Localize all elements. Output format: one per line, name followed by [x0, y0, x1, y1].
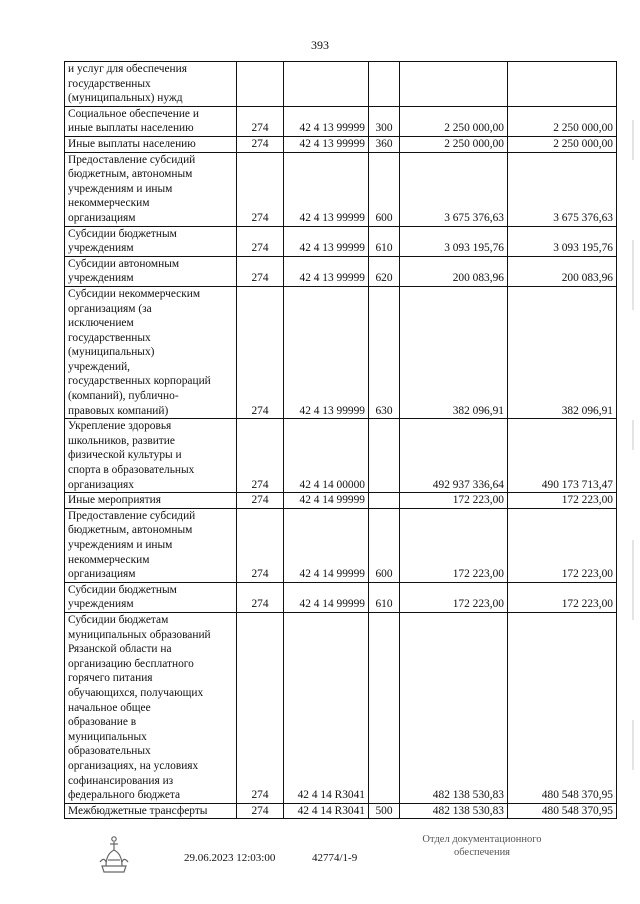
target-article-cell: 42 4 14 99999 [284, 493, 369, 509]
row-name-line: учреждениям и иным [68, 539, 173, 551]
amount-second-cell: 480 548 370,95 [508, 803, 617, 819]
target-article-cell: 42 4 14 R3041 [284, 612, 369, 803]
row-name-line: некоммерческим [68, 553, 150, 566]
page-number: 393 [311, 38, 329, 52]
row-name-line: государственных [68, 77, 151, 90]
row-name-line: физической культуры и [68, 449, 182, 462]
amount-second-cell: 200 083,96 [508, 256, 617, 286]
row-name-line: начальное общее [68, 701, 151, 714]
amount-second-cell: 2 250 000,00 [508, 106, 617, 136]
dept-code-cell: 274 [237, 106, 284, 136]
dept-code-cell: 274 [237, 803, 284, 819]
row-name-line: муниципальных [68, 730, 147, 743]
footer-timestamp: 29.06.2023 12:03:00 [184, 852, 276, 864]
row-name-line: бюджетным, автономным [68, 168, 193, 181]
row-name-line: Субсидии бюджетным [68, 227, 177, 240]
row-name-line: организациях, на условиях [68, 759, 199, 772]
coat-of-arms-icon [94, 832, 134, 874]
amount-second-cell: 172 223,00 [508, 493, 617, 509]
dept-code-cell: 274 [237, 256, 284, 286]
table-row [65, 419, 617, 493]
amount-first-cell: 3 093 195,76 [400, 226, 508, 256]
row-name-line: учреждениям [68, 598, 134, 611]
row-name-line: некоммерческим [68, 197, 150, 210]
row-name-line: учреждениям и иным [68, 182, 173, 195]
amount-second-cell: 382 096,91 [508, 286, 617, 418]
row-name-line: горячего питания [68, 672, 153, 685]
expense-type-cell [369, 612, 400, 803]
dept-code-cell: 274 [237, 226, 284, 256]
table-row [65, 62, 617, 107]
expense-type-cell: 500 [369, 803, 400, 819]
amount-first-cell: 382 096,91 [400, 286, 508, 418]
row-name-line: организациях [68, 478, 134, 491]
row-name-line: Иные выплаты населению [68, 137, 196, 150]
amount-second-cell: 490 173 713,47 [508, 419, 617, 493]
target-article-cell: 42 4 14 99999 [284, 508, 369, 582]
row-name-line: обучающихся, получающих [68, 686, 204, 699]
table-row [65, 508, 617, 582]
target-article-cell: 42 4 13 99999 [284, 286, 369, 418]
expense-type-cell: 610 [369, 226, 400, 256]
amount-second-cell: 3 093 195,76 [508, 226, 617, 256]
row-name-line: государственных [68, 331, 151, 344]
table-row [65, 286, 617, 418]
row-name-cell [65, 256, 237, 286]
dept-code-cell [237, 62, 284, 107]
table-row [65, 136, 617, 152]
footer-document-code: 42774/1-9 [312, 852, 358, 864]
amount-first-cell: 172 223,00 [400, 493, 508, 509]
row-name-line: бюджетным, автономным [68, 524, 193, 537]
row-name-line: и услуг для обеспечения [68, 63, 187, 75]
budget-table [64, 61, 617, 819]
table-row [65, 256, 617, 286]
table-row [65, 152, 617, 226]
table-row [65, 106, 617, 136]
row-name-line: Межбюджетные трансферты [68, 804, 208, 817]
row-name-line: организациям (за [68, 302, 152, 315]
row-name-cell [65, 62, 237, 107]
amount-first-cell: 482 138 530,83 [400, 803, 508, 819]
amount-first-cell: 482 138 530,83 [400, 612, 508, 803]
row-name-line: правовых компаний) [68, 404, 169, 417]
row-name-line: иные выплаты населению [68, 122, 194, 135]
row-name-line: федерального бюджета [68, 789, 181, 802]
row-name-cell [65, 493, 237, 509]
amount-first-cell: 3 675 376,63 [400, 152, 508, 226]
row-name-line: Социальное обеспечение и [68, 107, 199, 120]
dept-code-cell: 274 [237, 582, 284, 612]
row-name-line: Предоставление субсидий [68, 153, 196, 166]
expense-type-cell: 300 [369, 106, 400, 136]
target-article-cell: 42 4 13 99999 [284, 226, 369, 256]
amount-second-cell [508, 62, 617, 107]
row-name-line: Субсидии автономным [68, 257, 180, 270]
budget-table-body [65, 62, 617, 819]
amount-first-cell: 172 223,00 [400, 582, 508, 612]
expense-type-cell: 360 [369, 136, 400, 152]
dept-code-cell: 274 [237, 508, 284, 582]
row-name-line: школьников, развитие [68, 434, 175, 447]
amount-first-cell: 492 937 336,64 [400, 419, 508, 493]
amount-second-cell: 3 675 376,63 [508, 152, 617, 226]
row-name-line: организацию бесплатного [68, 657, 194, 670]
expense-type-cell [369, 493, 400, 509]
expense-type-cell: 620 [369, 256, 400, 286]
dept-code-cell: 274 [237, 493, 284, 509]
row-name-line: учреждениям [68, 272, 134, 285]
row-name-line: Укрепление здоровья [68, 420, 172, 433]
table-row [65, 582, 617, 612]
target-article-cell: 42 4 13 99999 [284, 106, 369, 136]
row-name-line: Субсидии бюджетным [68, 583, 177, 596]
table-row [65, 493, 617, 509]
amount-second-cell: 172 223,00 [508, 582, 617, 612]
row-name-line: образовательных [68, 745, 151, 758]
row-name-line: организациям [68, 211, 136, 224]
amount-first-cell: 172 223,00 [400, 508, 508, 582]
department-stamp [392, 833, 572, 859]
row-name-cell [65, 286, 237, 418]
amount-first-cell [400, 62, 508, 107]
row-name-line: исключением [68, 317, 134, 330]
dept-code-cell: 274 [237, 136, 284, 152]
amount-second-cell: 480 548 370,95 [508, 612, 617, 803]
row-name-line: (муниципальных) [68, 346, 155, 359]
target-article-cell [284, 62, 369, 107]
scan-edge-marks [632, 120, 634, 820]
amount-second-cell: 172 223,00 [508, 508, 617, 582]
expense-type-cell: 600 [369, 152, 400, 226]
row-name-line: учреждений, [68, 360, 131, 373]
table-row [65, 803, 617, 819]
row-name-line: (компаний), публично- [68, 390, 179, 403]
target-article-cell: 42 4 13 99999 [284, 152, 369, 226]
row-name-cell [65, 152, 237, 226]
table-row [65, 612, 617, 803]
row-name-cell [65, 582, 237, 612]
row-name-cell [65, 803, 237, 819]
amount-first-cell: 2 250 000,00 [400, 106, 508, 136]
target-article-cell: 42 4 14 99999 [284, 582, 369, 612]
row-name-cell [65, 508, 237, 582]
row-name-line: спорта в образовательных [68, 464, 195, 477]
dept-code-cell: 274 [237, 286, 284, 418]
dept-code-cell: 274 [237, 419, 284, 493]
row-name-line: Субсидии бюджетам [68, 613, 169, 626]
row-name-line: Предоставление субсидий [68, 509, 196, 522]
row-name-cell [65, 106, 237, 136]
expense-type-cell [369, 419, 400, 493]
amount-first-cell: 2 250 000,00 [400, 136, 508, 152]
row-name-cell [65, 136, 237, 152]
expense-type-cell: 630 [369, 286, 400, 418]
row-name-line: организациям [68, 568, 136, 581]
row-name-line: Рязанской области на [68, 643, 172, 656]
row-name-line: образование в [68, 716, 137, 729]
stamp-line-2: обеспечения [453, 847, 511, 858]
target-article-cell: 42 4 13 99999 [284, 136, 369, 152]
expense-type-cell: 600 [369, 508, 400, 582]
dept-code-cell: 274 [237, 152, 284, 226]
row-name-line: Субсидии некоммерческим [68, 287, 201, 300]
expense-type-cell [369, 62, 400, 107]
amount-first-cell: 200 083,96 [400, 256, 508, 286]
table-row [65, 226, 617, 256]
row-name-cell [65, 419, 237, 493]
expense-type-cell: 610 [369, 582, 400, 612]
row-name-line: Иные мероприятия [68, 494, 161, 507]
row-name-line: софинансирования из [68, 774, 174, 787]
row-name-cell [65, 612, 237, 803]
target-article-cell: 42 4 13 99999 [284, 256, 369, 286]
dept-code-cell: 274 [237, 612, 284, 803]
row-name-line: (муниципальных) нужд [68, 92, 183, 105]
row-name-line: государственных корпораций [68, 375, 211, 388]
target-article-cell: 42 4 14 R3041 [284, 803, 369, 819]
row-name-cell [65, 226, 237, 256]
stamp-line-1: Отдел документационного [422, 834, 542, 845]
target-article-cell: 42 4 14 00000 [284, 419, 369, 493]
row-name-line: учреждениям [68, 242, 134, 255]
row-name-line: муниципальных образований [68, 628, 211, 641]
amount-second-cell: 2 250 000,00 [508, 136, 617, 152]
